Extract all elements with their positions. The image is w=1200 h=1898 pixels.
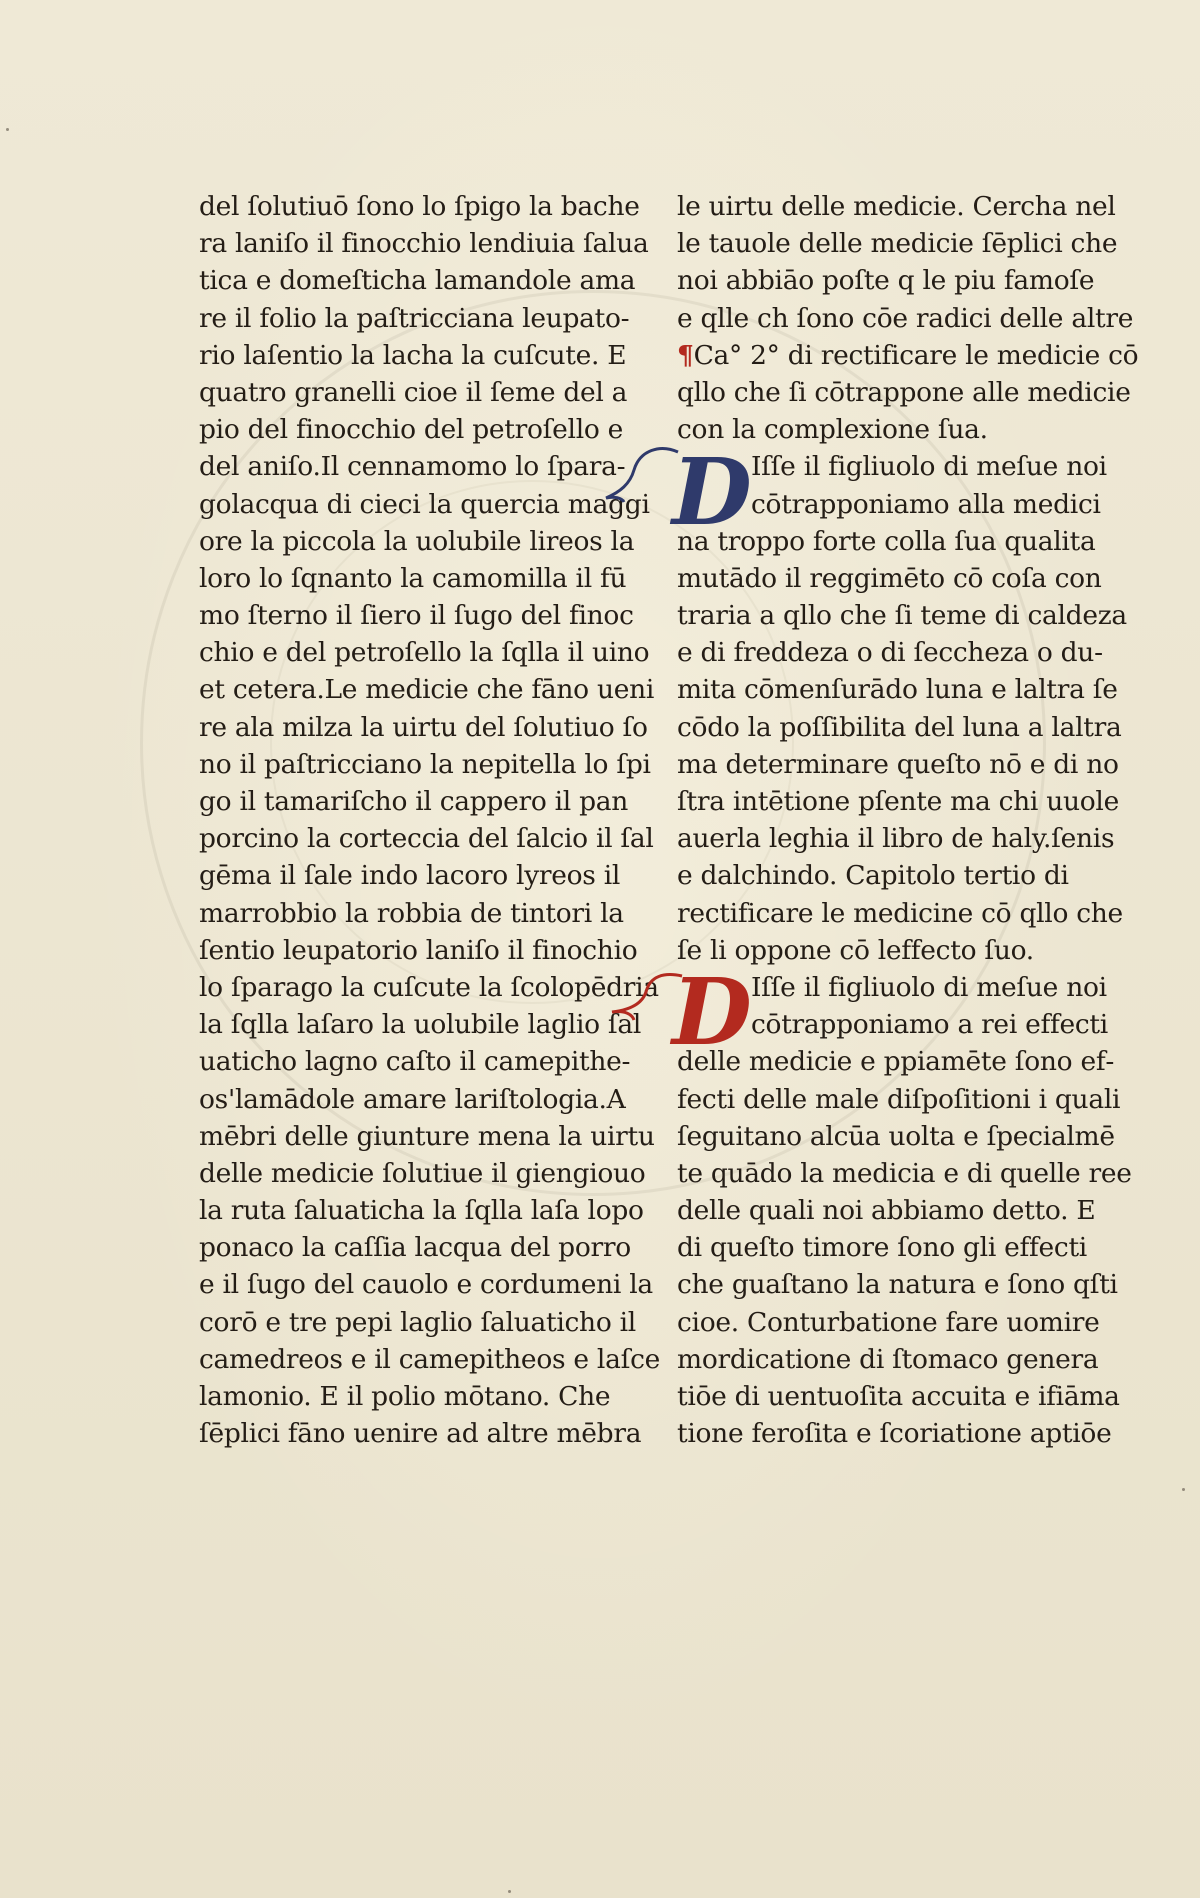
red-paragraph-mark-icon: ¶ (677, 339, 694, 371)
text-line: delle quali noi abbiamo detto. E (677, 1195, 1096, 1227)
text-line: rio laſentio la lacha la cuſcute. E (199, 339, 627, 371)
text-line: del ſolutiuō ſono lo ſpigo la bache (199, 191, 640, 222)
text-line: rectificare le medicine cō qllo che (677, 897, 1123, 929)
chapter-heading-text: e dalchindo. Capitolo tertio di (677, 860, 1069, 892)
text-line: la ruta ſaluaticha la ſqlla laſa lopo (199, 1195, 644, 1227)
text-line: qllo che ſi cōtrappone alle medicie (677, 376, 1131, 408)
text-line: chio e del petroſello la ſqlla il uino (199, 637, 650, 669)
text-line: gēma il ſale indo lacoro lyreos il (199, 860, 621, 892)
text-line: ſēplici fāno uenire ad altre mēbra (199, 1418, 642, 1450)
text-line: mordicatione di ſtomaco genera (677, 1343, 1099, 1375)
text-line: ſeguitano alcūa uolta e ſpecialmē (677, 1120, 1115, 1152)
text-line: cōtrapponiamo alla medici (751, 488, 1101, 520)
text-line: Iſſe il figliuolo di meſue noi (751, 971, 1107, 1003)
text-line: e qlle ch ſono cōe radici delle altre (677, 302, 1134, 334)
text-line: traria a qllo che ſi teme di caldeza (677, 600, 1127, 632)
text-line: mo ſterno il ſiero il ſugo del finoc (199, 600, 634, 632)
text-line: con la complexione ſua. (677, 414, 988, 446)
text-line: pio del finocchio del petroſello e (199, 414, 624, 446)
text-line: quatro granelli cioe il ſeme del a (199, 376, 628, 408)
text-line: marrobbio la robbia de tintori la (199, 897, 624, 929)
blue-drop-initial: D (672, 438, 752, 546)
text-line: Iſſe il figliuolo di meſue noi (751, 451, 1107, 483)
chapter-heading-line (677, 857, 1089, 894)
text-line: fecti delle male diſpoſitioni i quali (677, 1083, 1121, 1115)
text-line: ſentio leupatorio laniſo il finochio (199, 934, 638, 966)
text-line: le tauole delle medicie ſēplici che (677, 228, 1118, 260)
text-line: cōtrapponiamo a rei effecti (751, 1009, 1108, 1041)
text-line: tiōe di uentuoſita accuita e ifiāma (677, 1381, 1120, 1412)
text-line: na troppo forte colla ſua qualita (677, 525, 1096, 557)
right-text-column (677, 188, 1139, 1452)
text-line: te quādo la medicia e di quelle ree (677, 1157, 1132, 1189)
text-line: porcino la corteccia del ſalcio il ſal (199, 823, 654, 855)
text-line: tica e domeſticha lamandole ama (199, 265, 636, 297)
text-line: lamonio. E il polio mōtano. Che (199, 1381, 611, 1412)
text-line: corō e tre pepi laglio ſaluaticho il (199, 1306, 636, 1338)
text-line: e il ſugo del cauolo e cordumeni la (199, 1269, 653, 1301)
text-line: ſe li oppone cō leffecto ſuo. (677, 934, 1034, 966)
text-line: le uirtu delle medicie. Cercha nel (677, 191, 1116, 222)
text-line: mēbri delle giunture mena la uirtu (199, 1120, 655, 1152)
text-line: delle medicie ſolutiue il giengiouo (199, 1157, 646, 1189)
text-line: os'lamādole amare lariſtologia.A (199, 1083, 626, 1115)
text-line: cōdo la poſſibilita del luna a laltra (677, 711, 1122, 743)
text-line: delle medicie e ppiamēte ſono ef‐ (677, 1046, 1115, 1078)
text-line: tione feroſita e ſcoriatione aptiōe (677, 1418, 1112, 1450)
text-line: et cetera.Le medicie che fāno ueni (199, 674, 655, 706)
text-line: go il tamariſcho il cappero il pan (199, 786, 629, 817)
text-line: ponaco la caſſia lacqua del porro (199, 1232, 631, 1264)
text-line: lo ſparago la cuſcute la ſcolopēdria (199, 971, 659, 1003)
left-text-column (199, 188, 661, 1452)
text-line: re il folio la paſtricciana leupato‐ (199, 302, 630, 334)
text-line: auerla leghia il libro de haly.ſenis (677, 823, 1115, 855)
text-line: golacqua di cieci la quercia maggi (199, 488, 650, 520)
text-line: e di freddeza o di ſeccheza o du‐ (677, 637, 1103, 669)
text-line: del aniſo.Il cennamomo lo ſpara‐ (199, 451, 626, 483)
text-line: loro lo ſqnanto la camomilla il fū (199, 562, 627, 594)
text-line: la ſqlla laſaro la uolubile laglio ſal (199, 1009, 642, 1041)
text-line: noi abbiāo poſte q le piu famoſe (677, 265, 1095, 297)
text-line: no il paſtricciano la nepitella lo ſpi (199, 748, 651, 780)
text-line: ſtra intētione pſente ma chi uuole (677, 786, 1119, 817)
text-line: che guaſtano la natura e ſono qſti (677, 1269, 1118, 1301)
text-line: re ala milza la uirtu del ſolutiuo ſo (199, 711, 648, 743)
text-line: camedreos e il camepitheos e laſce (199, 1343, 661, 1375)
chapter-heading-line (677, 337, 1139, 374)
paper-speck (1182, 1488, 1185, 1491)
paper-speck (6, 128, 9, 131)
text-line: ore la piccola la uolubile lireos la (199, 525, 635, 557)
text-line: mita cōmenſurādo luna e laltra ſe (677, 674, 1118, 706)
paper-speck (508, 1890, 511, 1893)
text-line: di queſto timore ſono gli effecti (677, 1232, 1087, 1264)
text-line: ma determinare queſto nō e di no (677, 748, 1119, 780)
text-line: uaticho lagno caſto il camepithe‐ (199, 1046, 631, 1078)
text-line: mutādo il reggimēto cō coſa con (677, 562, 1102, 594)
text-line: ra laniſo il finocchio lendiuia ſalua (199, 228, 649, 260)
chapter-heading-text: Ca° 2° di rectificare le medicie cō (693, 339, 1139, 371)
red-drop-initial: D (672, 958, 752, 1066)
text-line: cioe. Conturbatione fare uomire (677, 1306, 1100, 1338)
